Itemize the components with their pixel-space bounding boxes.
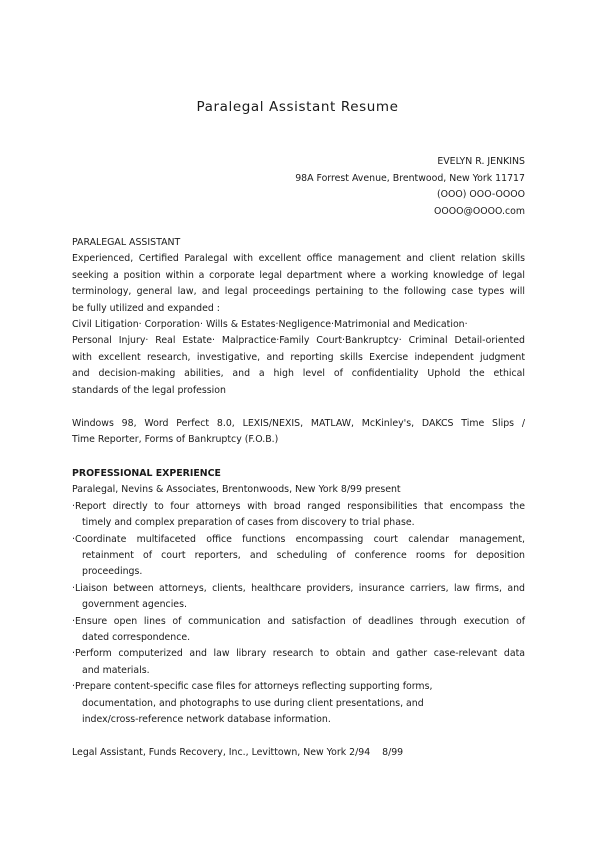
bullet-continuation: and materials. — [82, 664, 150, 676]
resume-body — [72, 235, 525, 762]
objective-line: be fully utilized and expanded : — [72, 302, 220, 314]
objective-line: terminology, general law, and legal proceedings pertaining to the following case types will — [72, 286, 525, 298]
bullet-first-line: ·Perform computerized and law library research to obtain and gather case-relevant data — [72, 648, 525, 660]
skills-line: Windows 98, Word Perfect 8.0, LEXIS/NEXIS, MATLAW, McKinley's, DAKCS Time Slips / — [72, 418, 525, 430]
bullet-first-line: ·Report directly to four attorneys with broad ranged responsibilities that encompass the — [72, 500, 525, 512]
contact-phone: (OOO) OOO-OOOO — [437, 189, 525, 200]
bullet-continuation: government agencies. — [82, 599, 187, 611]
list-item — [72, 679, 525, 728]
bullet-continuation: retainment of court reporters, and scheduling of conference rooms for deposition — [82, 549, 525, 561]
bullet-continuation: timely and complex preparation of cases from discovery to trial phase. — [82, 517, 415, 529]
bullet-continuation: proceedings. — [82, 566, 143, 578]
skills-line: Time Reporter, Forms of Bankruptcy (F.O.B.) — [72, 434, 279, 446]
objective-line: with excellent research, investigative, and reporting skills Exercise independent judgment — [72, 351, 525, 363]
document-title: Paralegal Assistant Resume — [196, 99, 399, 115]
contact-address: 98A Forrest Avenue, Brentwood, New York 11717 — [295, 172, 525, 184]
objective-line: and decision-making abilities, and a high level of confidentiality Uphold the ethical — [72, 368, 525, 380]
bullet-first-line: ·Ensure open lines of communication and satisfaction of deadlines through execution of — [72, 615, 525, 627]
bullet-first-line: ·Coordinate multifaceted office functions encompassing court calendar management, — [72, 533, 525, 545]
job-title: Legal Assistant, Funds Recovery, Inc., Levittown, New York 2/94 8/99 — [72, 747, 404, 759]
objective-line: seeking a position within a corporate legal department where a working knowledge of legal — [72, 269, 525, 281]
spacer — [72, 449, 525, 466]
bullet-first-line: ·Liaison between attorneys, clients, healthcare providers, insurance carriers, law firms, and — [72, 582, 525, 594]
objective-line: Civil Litigation· Corporation· Wills & Estates·Negligence·Matrimonial and Medication· — [72, 319, 468, 331]
list-item — [72, 532, 525, 581]
contact-email: OOOO@OOOO.com — [433, 205, 525, 217]
list-item — [72, 499, 525, 532]
list-item — [72, 646, 525, 679]
objective-line: standards of the legal profession — [72, 384, 226, 396]
contact-name: EVELYN R. JENKINS — [437, 156, 525, 167]
bullet-first-line: ·Prepare content-specific case files for attorneys reflecting supporting forms, — [72, 681, 433, 693]
spacer — [72, 728, 525, 745]
experience-heading: PROFESSIONAL EXPERIENCE — [72, 467, 221, 479]
objective-line: Experienced, Certified Paralegal with excellent office management and client relation skills — [72, 253, 525, 265]
bullet-continuation: documentation, and photographs to use during client presentations, and — [82, 697, 424, 709]
list-item — [72, 614, 525, 647]
list-item — [72, 581, 525, 614]
bullet-continuation: dated correspondence. — [82, 631, 191, 643]
job-title: Paralegal, Nevins & Associates, Brentonwoods, New York 8/99 present — [72, 484, 401, 496]
objective-line: Personal Injury· Real Estate· Malpractice·Family Court·Bankruptcy· Criminal Detail-oriented — [72, 335, 525, 347]
objective-heading: PARALEGAL ASSISTANT — [72, 237, 181, 248]
contact-block — [295, 154, 525, 220]
spacer — [72, 399, 525, 416]
bullet-continuation: index/cross-reference network database information. — [82, 713, 331, 725]
